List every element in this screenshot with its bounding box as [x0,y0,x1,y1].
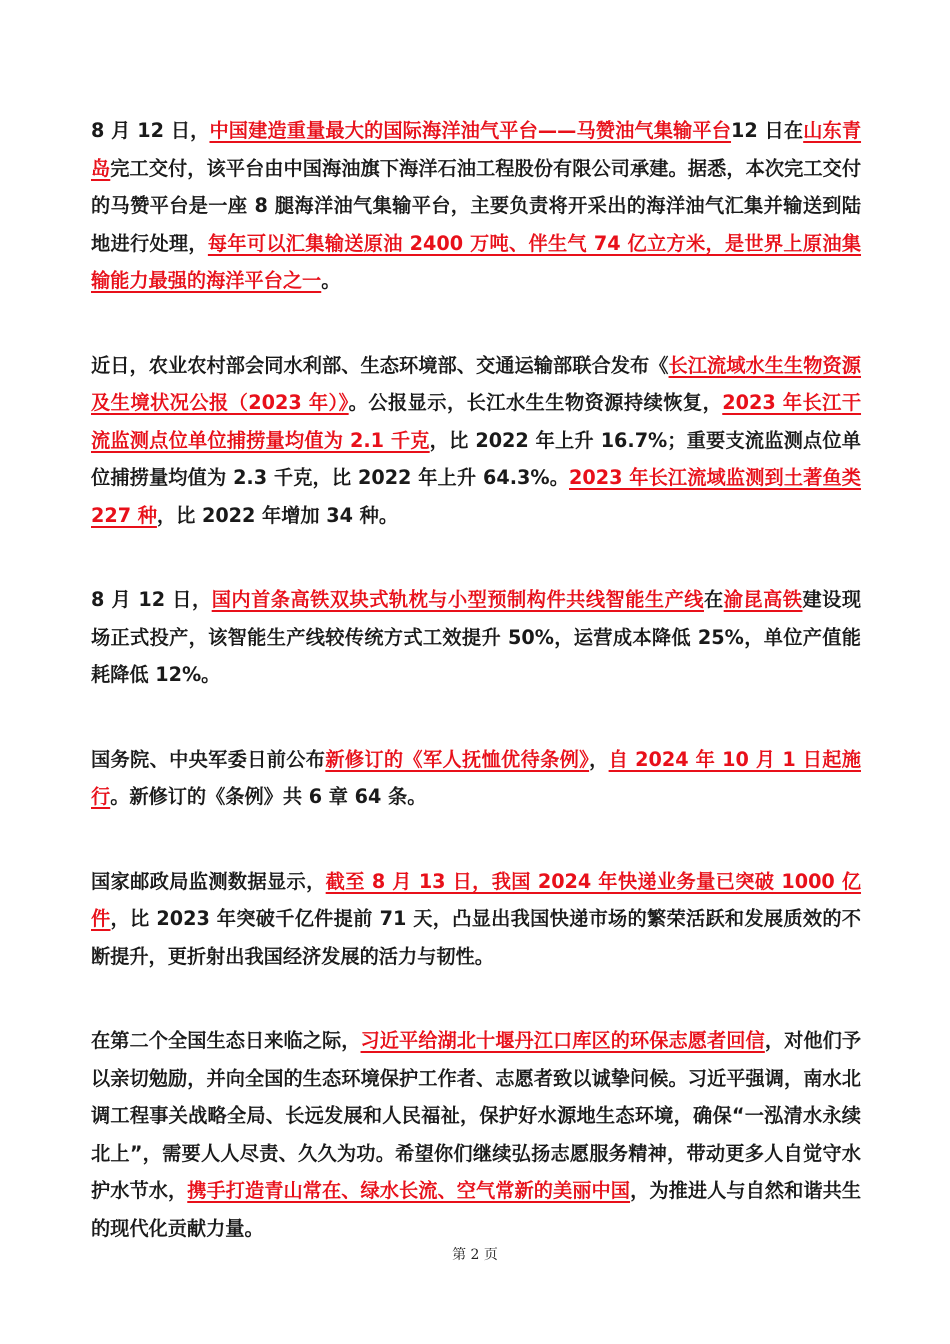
text-segment: ， [589,747,609,771]
highlight-segment: 新修订的《军人抚恤优待条例》 [325,747,590,771]
text-segment: 。 [321,269,341,292]
page-number: 2 [470,1247,480,1263]
text-segment: 在 [703,588,724,611]
news-paragraph-1 [91,112,861,300]
highlight-segment: 长江流域水生生物资源及生境状况公报（2023 年）》 [91,353,861,414]
text-segment: 完工交付，该平台由中国海油旗下海洋石油工程股份有限公司承建。据悉，本次完工交付的马赞平台是一座 8 腿海洋油气集输平台，主要负责将开采出的海洋油气汇集并输送到陆地进行处理， [91,156,862,255]
page-footer [0,1244,950,1264]
highlight-segment: 山东青岛 [91,119,862,180]
document-body [91,112,861,1294]
highlight-segment: 中国建造重量最大的国际海洋油气平台——马赞油气集输平台 [209,119,732,142]
highlight-segment: 2023 年长江流域监测到土著鱼类 227 种 [91,466,861,527]
highlight-segment: 2023 年长江干流监测点位单位捕捞量均值为 2.1 千克 [91,391,862,452]
highlight-segment: 国内首条高铁双块式轨枕与小型预制构件共线智能生产线 [211,588,704,611]
text-segment: 。公报显示，长江水生生物资源持续恢复， [348,391,723,414]
news-paragraph-4 [91,741,861,816]
text-segment: ，为推进人与自然和谐共生的现代化贡献力量。 [91,1179,862,1240]
highlight-segment: 每年可以汇集输送原油 2400 万吨、伴生气 74 亿立方米，是世界上原油集输能力最强的海洋平台之一 [91,231,862,292]
text-segment: 。新修订的《条例》共 6 章 64 条。 [110,785,427,808]
highlight-segment: 截至 8 月 13 日，我国 2024 年快递业务量已突破 1000 亿件 [91,869,862,930]
text-segment: 8 月 12 日， [91,588,212,611]
text-segment: 国家邮政局监测数据显示， [91,869,326,893]
text-segment: 建设现场正式投产，该智能生产线较传统方式工效提升 50%，运营成本降低 25%，单位产值能耗降低 12%。 [91,588,862,686]
text-segment: 8 月 12 日， [91,119,210,142]
news-paragraph-2 [91,347,861,535]
text-segment: ，比 2023 年突破千亿件提前 71 天，凸显出我国快递市场的繁荣活跃和发展质效的不断提升，更折射出我国经济发展的活力与韧性。 [91,907,861,968]
highlight-segment: 携手打造青山常在、绿水长流、空气常新的美丽中国 [187,1179,631,1202]
text-segment: 近日，农业农村部会同水利部、生态环境部、交通运输部联合发布《 [91,353,669,377]
news-paragraph-3 [91,581,861,694]
text-segment: 在第二个全国生态日来临之际， [91,1029,361,1052]
highlight-segment: 渝昆高铁 [723,588,803,611]
text-segment: ，比 2022 年增加 34 种。 [156,503,399,527]
text-segment: 12 日在 [731,119,804,142]
news-paragraph-5 [91,863,861,976]
text-segment: ，对他们予以亲切勉励，并向全国的生态环境保护工作者、志愿者致以诚挚问候。习近平强调，南水北调工程事关战略全局、长远发展和人民福祉，保护好水源地生态环境，确保“一泓清水永续北上”，需要人人尽责、久久为功。希望你们继续弘扬志愿服务精神，带动更多人自觉守水护水节水， [91,1029,862,1202]
text-segment: ，比 2022 年上升 16.7%；重要支流监测点位单位捕捞量均值为 2.3 千克，比 2022 年上升 64.3%。 [91,428,861,489]
highlight-segment: 习近平给湖北十堰丹江口库区的环保志愿者回信 [360,1029,765,1052]
footer-suffix: 页 [483,1247,498,1263]
highlight-segment: 自 2024 年 10 月 1 日起施行 [91,747,861,808]
text-segment: 国务院、中央军委日前公布 [91,747,326,771]
news-paragraph-6 [91,1022,861,1247]
footer-prefix: 第 [452,1247,467,1263]
